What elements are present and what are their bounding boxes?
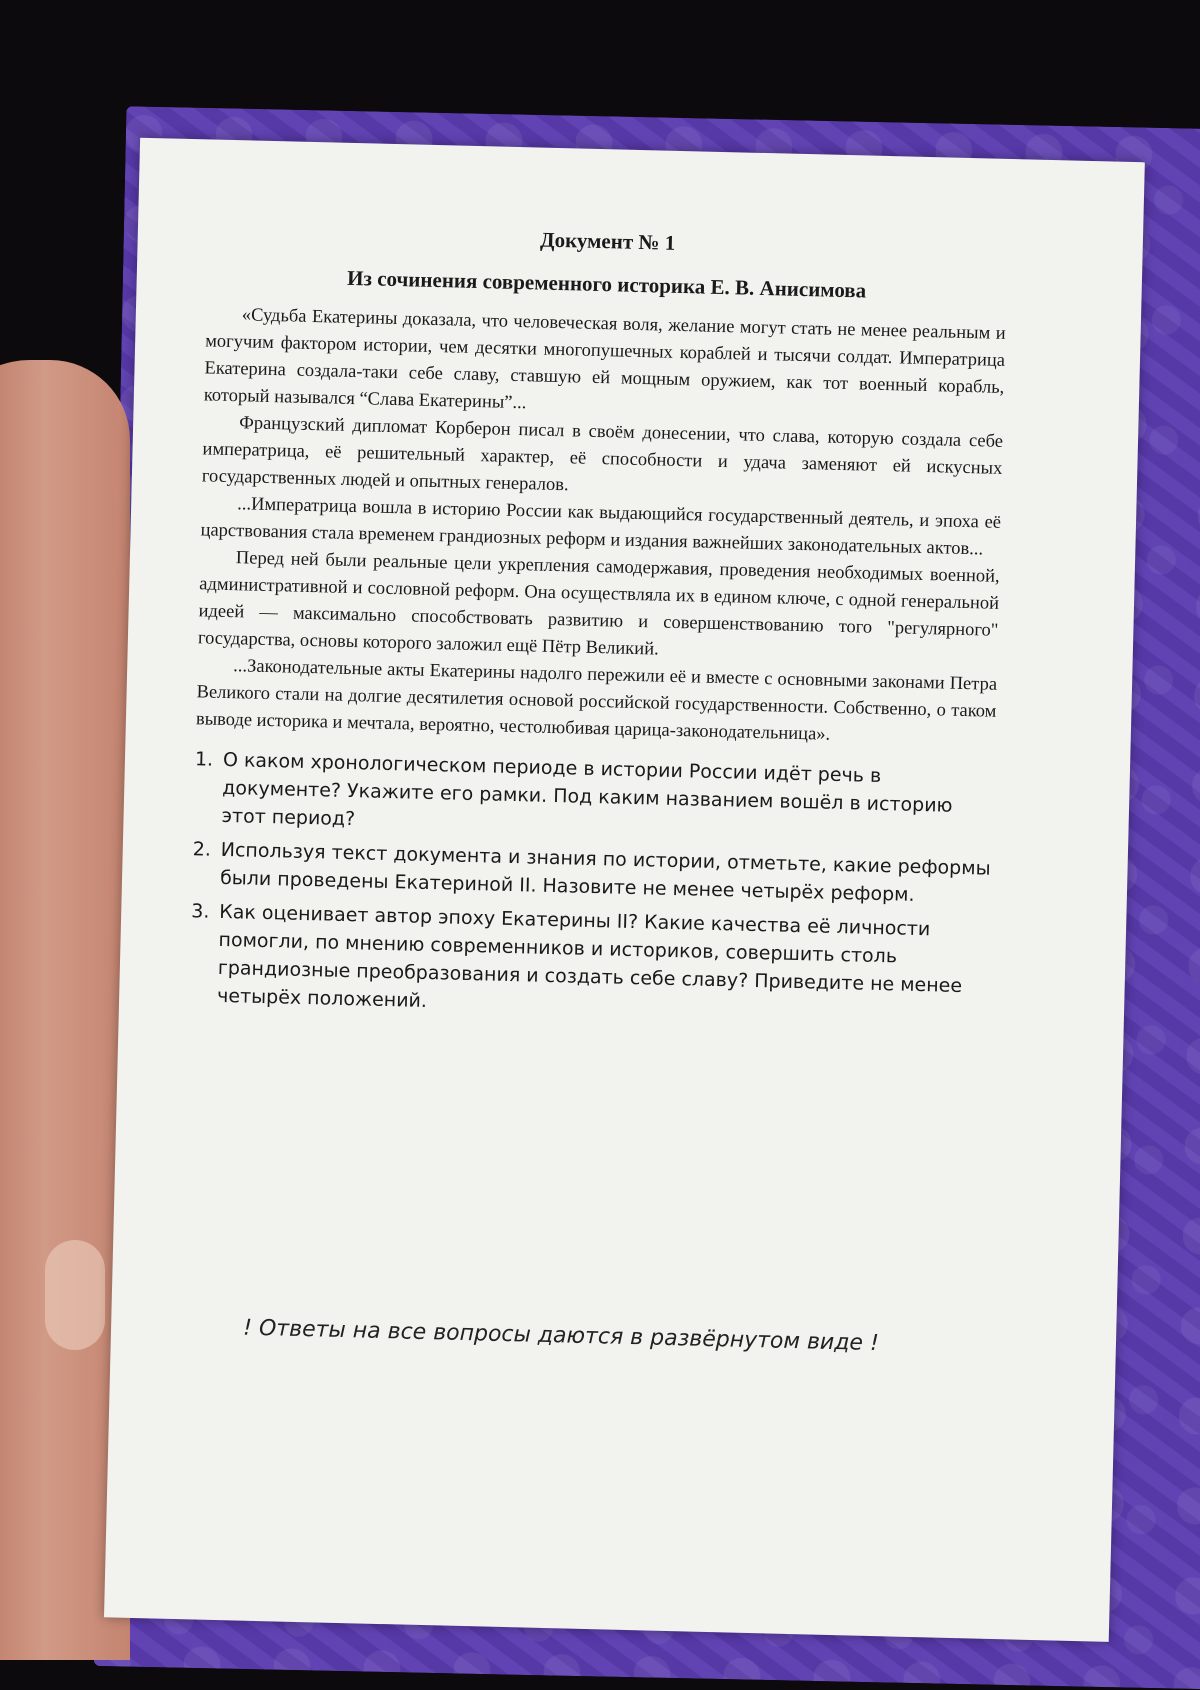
question-number: 3. bbox=[190, 900, 210, 923]
paragraph: ...Императрица вошла в историю России как выдающийся государственный деятель, и эпоха её царствования стала временем грандиозных реформ и издания важнейших законодательных актов... bbox=[200, 494, 1002, 560]
paragraph: «Судьба Екатерины доказала, что человеческая воля, желание могут стать не менее реальным и могучим фактором истории, чем десятки многопушечных кораблей и тысячи солдат. Императрица Екатерина создала-таки себе славу, ставшую ей мощным оружием, как тот военный корабль, который назывался “Слава Екатерины”... bbox=[203, 305, 1006, 414]
question-text: О каком хронологическом периоде в истории России идёт речь в документе? Укажите его рамки. Под каким названием вошёл в историю этот период? bbox=[221, 748, 953, 831]
paragraph: Французский дипломат Корберон писал в своём донесении, что слава, которую создала себе императрица, её решительный характер, её способности и удача заменяют ей искусных государственных людей и опытных генералов. bbox=[201, 413, 1004, 496]
document-subtitle: Из сочинения современного историка Е. В. Анисимова bbox=[346, 265, 867, 303]
question-number: 2. bbox=[192, 838, 212, 861]
question-item bbox=[189, 897, 991, 1029]
paragraph: Перед ней были реальные цели укрепления самодержавия, проведения необходимых военной, административной и сословной реформ. Она осуществляла их в едином ключе, с одной генеральной идеей — максимально способствовать развитию и совершенствованию того "регулярного" государства, основы которого заложил ещё Пётр Великий. bbox=[197, 548, 1000, 660]
document-title: Документ № 1 bbox=[539, 227, 676, 255]
document-content bbox=[188, 219, 1008, 1047]
fingernail bbox=[45, 1240, 105, 1350]
question-text: Как оценивает автор эпоху Екатерины II? Какие качества её личности помогли, по мнению современников и историков, совершить столь грандиозные преобразования и создать себе славу? Приведите не менее четырёх положений. bbox=[216, 900, 963, 1012]
answer-instruction-note: ! Ответы на все вопросы даются в развёрнутом виде ! bbox=[242, 1315, 880, 1357]
question-list bbox=[189, 745, 995, 1028]
question-number: 1. bbox=[194, 748, 214, 771]
printed-sheet bbox=[104, 138, 1145, 1642]
paragraph: ...Законодательные акты Екатерины надолго пережили её и вместе с основными законами Петра Великого стали на долгие десятилетия основой российской государственности. Собственно, о таком выводе историка и мечтала, вероятно, честолюбивая царица-законодательница». bbox=[195, 656, 998, 745]
question-text: Используя текст документа и знания по истории, отметьте, какие реформы были проведены Екатериной II. Назовите не менее четырёх реформ. bbox=[219, 838, 991, 906]
question-item bbox=[193, 745, 995, 849]
